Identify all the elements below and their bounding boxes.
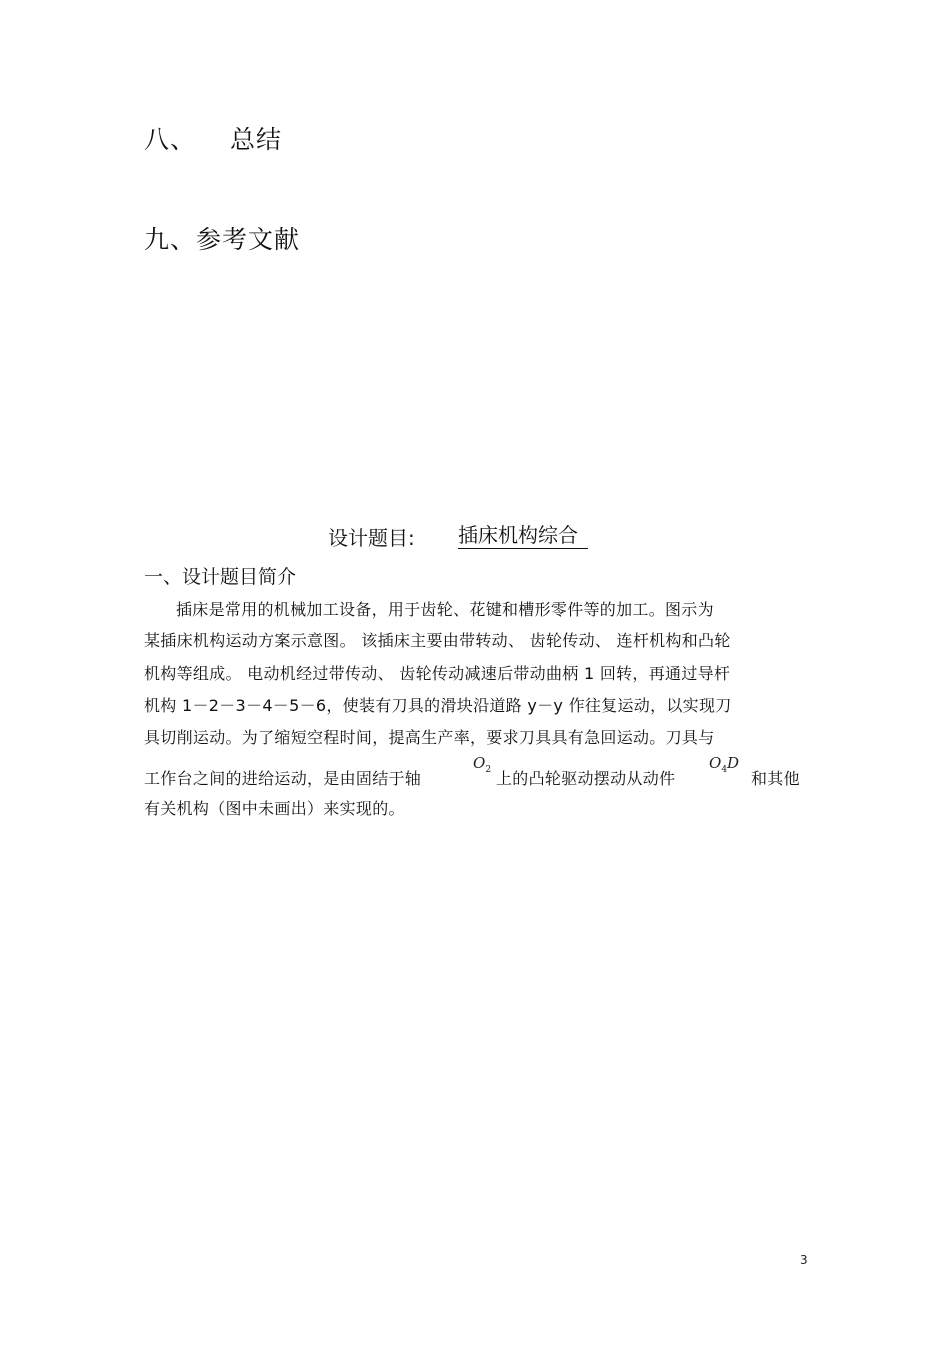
design-topic: 插床机构综合	[458, 522, 588, 549]
paragraph-line-part: 工作台之间的进给运动，是由固结于轴	[144, 769, 422, 788]
paragraph-line: 机构等组成。 电动机经过带传动、 齿轮传动减速后带动曲柄 1 回转，再通过导杆	[144, 664, 731, 683]
paragraph-line: 有关机构（图中未画出）来实现的。	[144, 799, 405, 818]
heading-8-text: 总结	[230, 125, 283, 154]
symbol-o4d: $O_4D$	[709, 754, 740, 775]
paragraph-line-part: 上的凸轮驱动摆动从动件	[496, 769, 676, 788]
paragraph-line-part: 和其他	[751, 769, 800, 788]
symbol-o2: $O_2$	[473, 754, 492, 775]
section-1-title: 一、设计题目简介	[144, 566, 297, 588]
paragraph-line: 机构 1－2－3－4－5－6，使装有刀具的滑块沿道路 y－y 作往复运动，以实现刀	[144, 696, 732, 715]
design-title-label: 设计题目:	[328, 526, 415, 550]
paragraph-line: 插床是常用的机械加工设备，用于齿轮、花键和槽形零件等的加工。图示为	[176, 600, 714, 619]
page-number: 3	[800, 1253, 808, 1267]
paragraph-line: 某插床机构运动方案示意图。 该插床主要由带转动、 齿轮传动、 连杆机构和凸轮	[144, 631, 731, 650]
heading-9: 九、参考文献	[144, 225, 301, 254]
paragraph-line: 具切削运动。为了缩短空程时间，提高生产率，要求刀具具有急回运动。刀具与	[144, 728, 715, 747]
heading-8-number: 八、	[144, 125, 197, 154]
